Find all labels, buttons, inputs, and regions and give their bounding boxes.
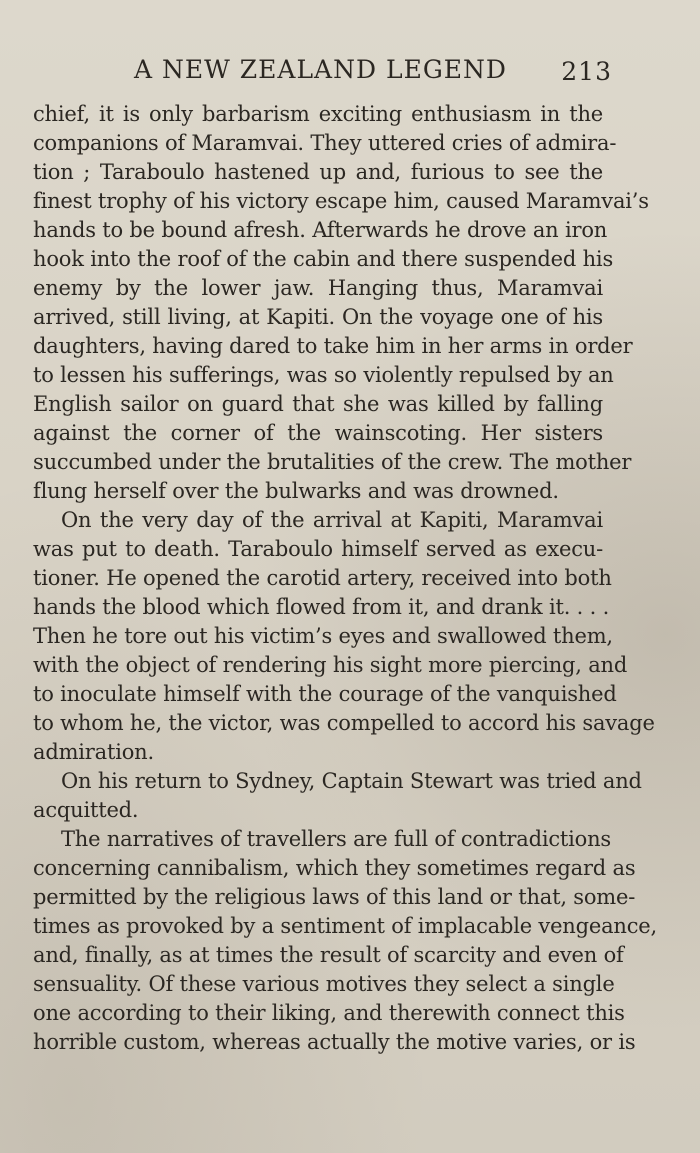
text-line: Then he tore out his victim’s eyes and swallowed them,	[33, 624, 613, 648]
text-line: daughters, having dared to take him in her arms in order	[33, 334, 633, 358]
running-title: A NEW ZEALAND LEGEND	[134, 55, 507, 84]
text-line: sensuality. Of these various motives they select a single	[33, 972, 615, 996]
text-line: concerning cannibalism, which they sometimes regard as	[33, 856, 636, 880]
text-line: arrived, still living, at Kapiti. On the voyage one of his	[33, 305, 603, 329]
text-line: against the corner of the wainscoting. Her sisters	[33, 421, 603, 445]
text-line: hands to be bound afresh. Afterwards he drove an iron	[33, 218, 608, 242]
text-line: was put to death. Taraboulo himself served as execu-	[33, 537, 603, 561]
text-line: English sailor on guard that she was killed by falling	[33, 392, 603, 416]
text-line: succumbed under the brutalities of the crew. The mother	[33, 450, 632, 474]
text-line: to inoculate himself with the courage of the vanquished	[33, 682, 617, 706]
text-line: to whom he, the victor, was compelled to accord his savage	[33, 711, 655, 735]
text-line: hook into the roof of the cabin and there suspended his	[33, 247, 614, 271]
text-line: hands the blood which flowed from it, and drank it. . . .	[33, 595, 610, 619]
text-line-paragraph-end: acquitted.	[33, 798, 139, 822]
body-text	[33, 100, 658, 1057]
text-line: horrible custom, whereas actually the motive varies, or is	[33, 1030, 636, 1054]
text-line: one according to their liking, and therewith connect this	[33, 1001, 625, 1025]
text-line: times as provoked by a sentiment of implacable vengeance,	[33, 914, 658, 938]
text-line: tion ; Taraboulo hastened up and, furious to see the	[33, 160, 603, 184]
text-line-paragraph-end: admiration.	[33, 740, 154, 764]
running-head	[0, 52, 700, 88]
text-line: permitted by the religious laws of this land or that, some-	[33, 885, 636, 909]
text-line-paragraph-end: flung herself over the bulwarks and was drowned.	[33, 479, 559, 503]
text-line: enemy by the lower jaw. Hanging thus, Maramvai	[33, 276, 603, 300]
text-line: finest trophy of his victory escape him, caused Maramvai’s	[33, 189, 649, 213]
text-line: and, finally, as at times the result of scarcity and even of	[33, 943, 624, 967]
page-number: 213	[561, 57, 612, 86]
text-line-paragraph-start: On the very day of the arrival at Kapiti, Maramvai	[61, 508, 603, 532]
text-line-paragraph-start: The narratives of travellers are full of contradictions	[61, 827, 612, 851]
text-line: companions of Maramvai. They uttered cries of admira-	[33, 131, 617, 155]
text-line: with the object of rendering his sight more piercing, and	[33, 653, 628, 677]
text-line: to lessen his sufferings, was so violently repulsed by an	[33, 363, 614, 387]
text-line-paragraph-start: On his return to Sydney, Captain Stewart was tried and	[61, 769, 642, 793]
text-line: tioner. He opened the carotid artery, received into both	[33, 566, 612, 590]
text-line: chief, it is only barbarism exciting enthusiasm in the	[33, 102, 603, 126]
